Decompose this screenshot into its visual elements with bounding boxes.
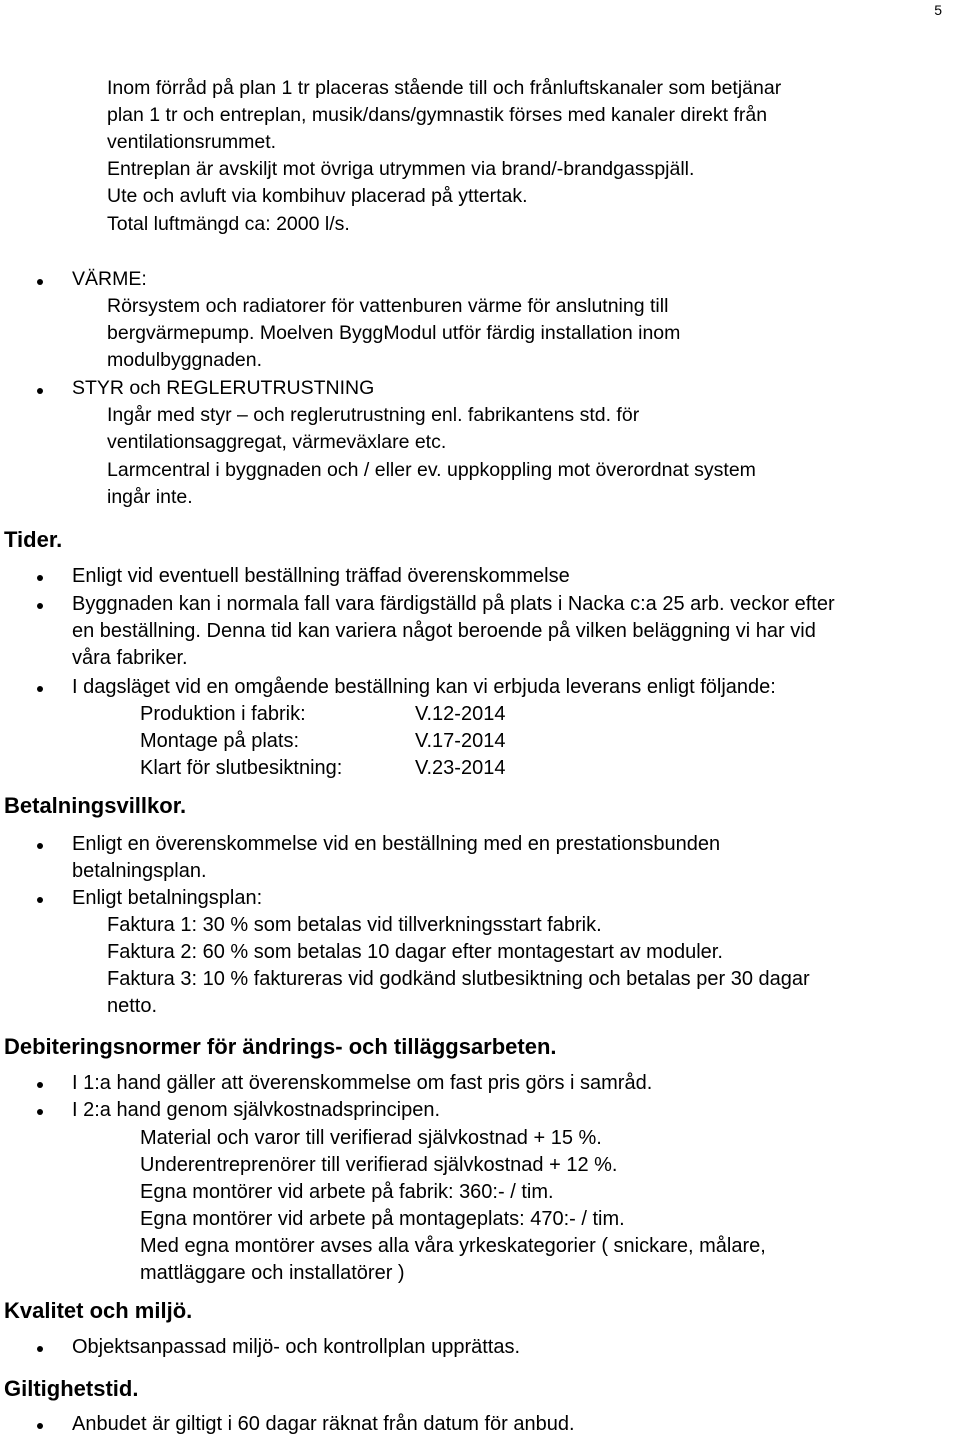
invoice-line: Faktura 3: 10 % faktureras vid godkänd slutbesiktning och betalas per 30 dagar <box>107 968 810 990</box>
giltighet-bullet-1: Anbudet är giltigt i 60 dagar räknat från datum för anbud. <box>72 1413 575 1435</box>
ventilation-line-1: Inom förråd på plan 1 tr placeras stående till och frånluftskanaler som betjänar <box>107 77 782 99</box>
styr-heading: STYR och REGLERUTRUSTNING <box>72 377 375 399</box>
bullet-icon <box>37 1109 43 1115</box>
debitering-line: Underentreprenörer till verifierad självkostnad + 12 %. <box>140 1154 618 1176</box>
bullet-icon <box>37 1346 43 1352</box>
tider-bullet-2-line-3: våra fabriker. <box>72 647 188 669</box>
styr-line-4: ingår inte. <box>107 486 193 508</box>
bullet-icon <box>37 388 43 394</box>
debitering-heading: Debiteringsnormer för ändrings- och tilläggsarbeten. <box>4 1034 557 1059</box>
varme-heading: VÄRME: <box>72 268 147 290</box>
varme-line-2: bergvärmepump. Moelven ByggModul utför färdig installation inom <box>107 322 681 344</box>
varme-line-1: Rörsystem och radiatorer för vattenburen värme för anslutning till <box>107 295 669 317</box>
debitering-line: Med egna montörer avses alla våra yrkeskategorier ( snickare, målare, <box>140 1235 766 1257</box>
bullet-icon <box>37 843 43 849</box>
page-number: 5 <box>934 2 942 18</box>
schedule-label: Klart för slutbesiktning: <box>140 757 343 779</box>
tider-bullet-1: Enligt vid eventuell beställning träffad överenskommelse <box>72 565 570 587</box>
tider-bullet-3: I dagsläget vid en omgående beställning kan vi erbjuda leverans enligt följande: <box>72 676 776 698</box>
ventilation-line-3: ventilationsrummet. <box>107 131 277 153</box>
tider-bullet-2-line-1: Byggnaden kan i normala fall vara färdigställd på plats i Nacka c:a 25 arb. veckor efter <box>72 593 835 615</box>
schedule-value: V.23-2014 <box>415 757 506 779</box>
bullet-icon <box>37 603 43 609</box>
debitering-line: Material och varor till verifierad självkostnad + 15 %. <box>140 1127 602 1149</box>
debitering-bullet-2: I 2:a hand genom självkostnadsprincipen. <box>72 1099 441 1121</box>
kvalitet-bullet-1: Objektsanpassad miljö- och kontrollplan upprättas. <box>72 1336 521 1358</box>
styr-line-1: Ingår med styr – och reglerutrustning enl. fabrikantens std. för <box>107 404 640 426</box>
debitering-line: Egna montörer vid arbete på fabrik: 360:- / tim. <box>140 1181 554 1203</box>
tider-bullet-2-line-2: en beställning. Denna tid kan variera något beroende på vilken beläggning vi har vid <box>72 620 816 642</box>
schedule-label: Produktion i fabrik: <box>140 703 306 725</box>
debitering-line: mattläggare och installatörer ) <box>140 1262 405 1284</box>
ventilation-line-5: Ute och avluft via kombihuv placerad på yttertak. <box>107 185 528 207</box>
schedule-label: Montage på plats: <box>140 730 299 752</box>
ventilation-line-6: Total luftmängd ca: 2000 l/s. <box>107 213 350 235</box>
styr-line-3: Larmcentral i byggnaden och / eller ev. uppkoppling mot överordnat system <box>107 459 756 481</box>
betalning-bullet-2: Enligt betalningsplan: <box>72 887 263 909</box>
bullet-icon <box>37 897 43 903</box>
debitering-bullet-1: I 1:a hand gäller att överenskommelse om fast pris görs i samråd. <box>72 1072 653 1094</box>
betalning-heading: Betalningsvillkor. <box>4 793 187 818</box>
betalning-bullet-1-line-2: betalningsplan. <box>72 860 207 882</box>
bullet-icon <box>37 575 43 581</box>
debitering-line: Egna montörer vid arbete på montageplats: 470:- / tim. <box>140 1208 625 1230</box>
bullet-icon <box>37 279 43 285</box>
bullet-icon <box>37 1082 43 1088</box>
giltighet-heading: Giltighetstid. <box>4 1376 139 1401</box>
schedule-value: V.17-2014 <box>415 730 506 752</box>
ventilation-line-4: Entreplan är avskiljt mot övriga utrymmen via brand/-brandgasspjäll. <box>107 158 695 180</box>
bullet-icon <box>37 1423 43 1429</box>
ventilation-line-2: plan 1 tr och entreplan, musik/dans/gymnastik förses med kanaler direkt från <box>107 104 768 126</box>
invoice-line: Faktura 1: 30 % som betalas vid tillverkningsstart fabrik. <box>107 914 602 936</box>
schedule-value: V.12-2014 <box>415 703 506 725</box>
invoice-line: Faktura 2: 60 % som betalas 10 dagar efter montagestart av moduler. <box>107 941 723 963</box>
styr-line-2: ventilationsaggregat, värmeväxlare etc. <box>107 431 447 453</box>
betalning-bullet-1-line-1: Enligt en överenskommelse vid en beställning med en prestationsbunden <box>72 833 721 855</box>
tider-heading: Tider. <box>4 527 63 552</box>
invoice-line: netto. <box>107 995 158 1017</box>
varme-line-3: modulbyggnaden. <box>107 349 263 371</box>
kvalitet-heading: Kvalitet och miljö. <box>4 1298 193 1323</box>
bullet-icon <box>37 686 43 692</box>
